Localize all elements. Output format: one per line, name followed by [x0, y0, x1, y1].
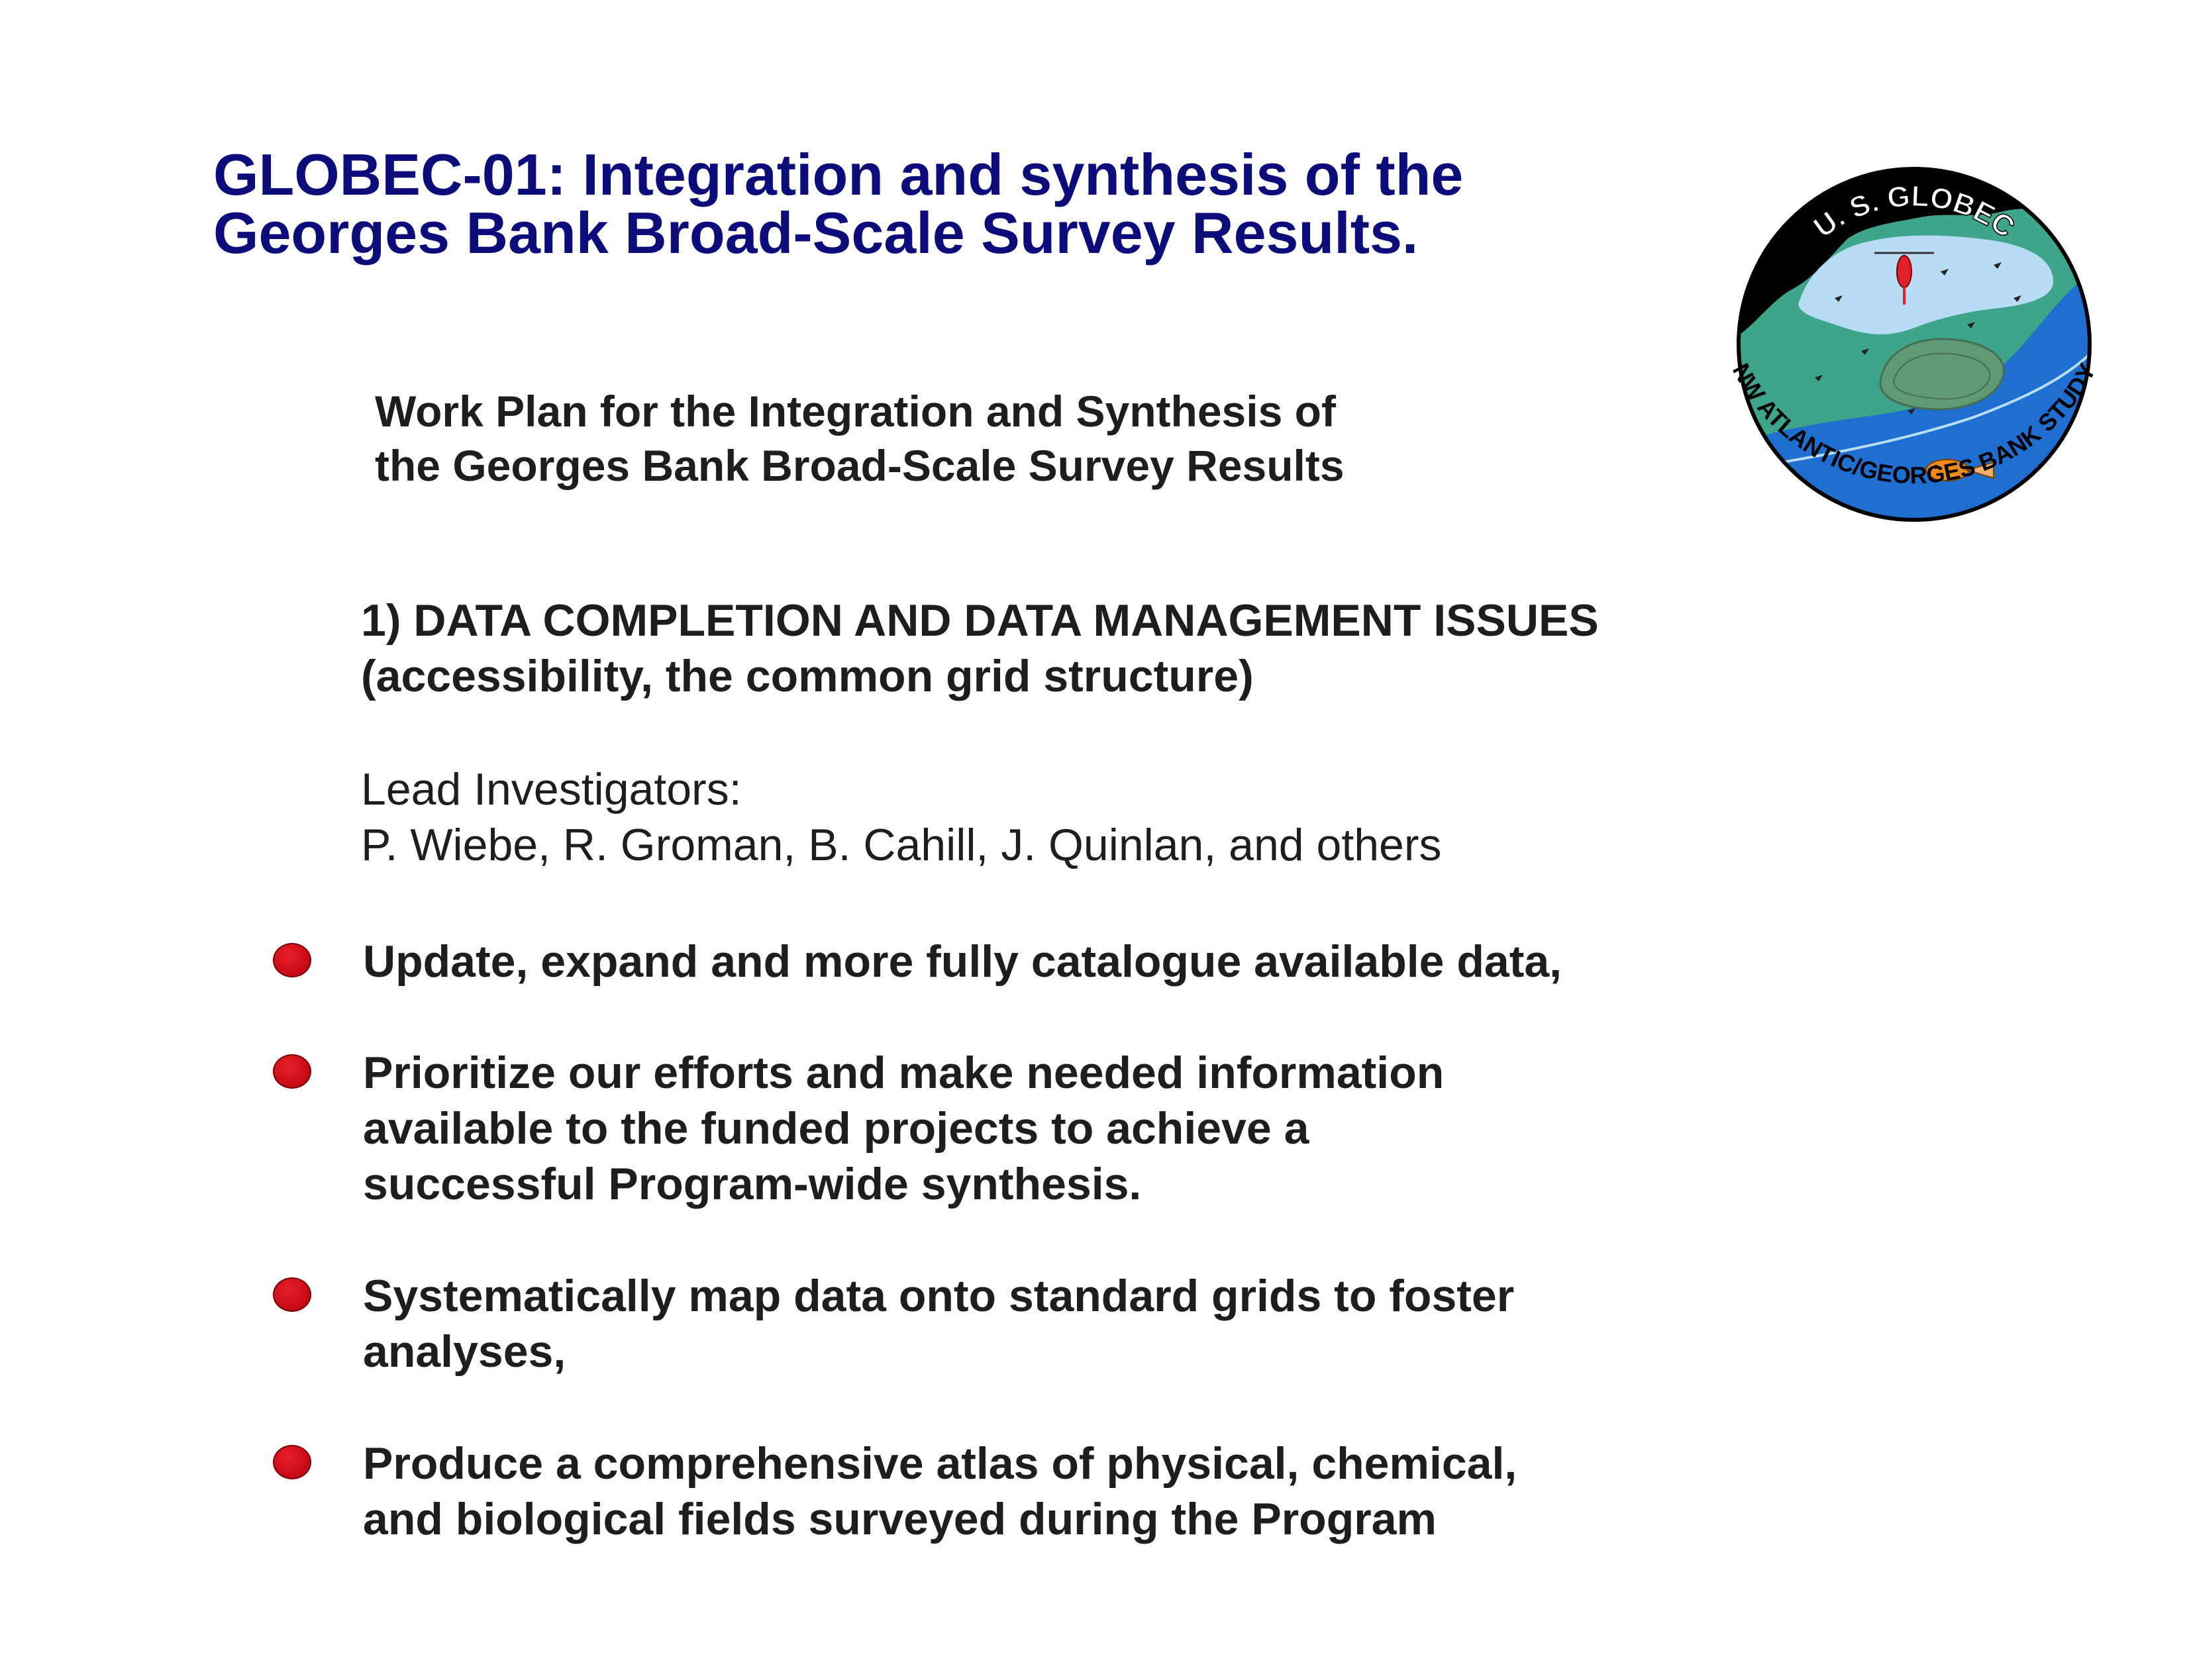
lead-investigators-label: Lead Investigators: [361, 764, 742, 815]
bullet-line: analyses, [363, 1326, 566, 1377]
bullet-line: and biological fields surveyed during the Program [363, 1494, 1437, 1544]
slide-title-line-1: GLOBEC-01: Integration and synthesis of the [213, 142, 1464, 207]
red-bullet-icon [273, 1445, 311, 1479]
subtitle-line-2: the Georges Bank Broad-Scale Survey Results [375, 441, 1345, 490]
red-bullet-icon [273, 1277, 311, 1312]
bullet-text [363, 934, 1562, 989]
lead-investigators [361, 762, 1442, 873]
bullet-line: Produce a comprehensive atlas of physical, chemical, [363, 1438, 1517, 1489]
slide-title-line-2: Georges Bank Broad-Scale Survey Results. [213, 200, 1419, 266]
lead-investigators-names: P. Wiebe, R. Groman, B. Cahill, J. Quinlan, and others [361, 820, 1442, 870]
red-bullet-icon [273, 1054, 311, 1089]
bullet-line: Systematically map data onto standard grids to foster [363, 1271, 1515, 1321]
work-plan-subtitle [375, 384, 1345, 493]
red-bullet-icon [273, 943, 311, 977]
logo-top-text: U. S. GLOBEC [1807, 179, 2021, 244]
bullet-text [363, 1268, 1514, 1379]
section-heading-line-2: (accessibility, the common grid structure) [361, 651, 1254, 701]
subtitle-line-1: Work Plan for the Integration and Synthesis of [375, 387, 1336, 436]
section-heading [361, 593, 1599, 704]
bullet-text [363, 1436, 1517, 1547]
logo-bottom-text: NW ATLANTIC/GEORGES BANK STUDY [1727, 358, 2102, 489]
bullet-line: successful Program-wide synthesis. [363, 1159, 1142, 1209]
bullet-line: Update, expand and more fully catalogue available data, [363, 936, 1562, 987]
section-heading-line-1: 1) DATA COMPLETION AND DATA MANAGEMENT ISSUES [361, 595, 1599, 646]
bullet-line: available to the funded projects to achieve a [363, 1103, 1309, 1154]
us-globec-logo [1682, 99, 2146, 563]
slide-title [213, 142, 1464, 266]
bullet-text [363, 1045, 1444, 1212]
bullet-line: Prioritize our efforts and make needed information [363, 1048, 1445, 1098]
